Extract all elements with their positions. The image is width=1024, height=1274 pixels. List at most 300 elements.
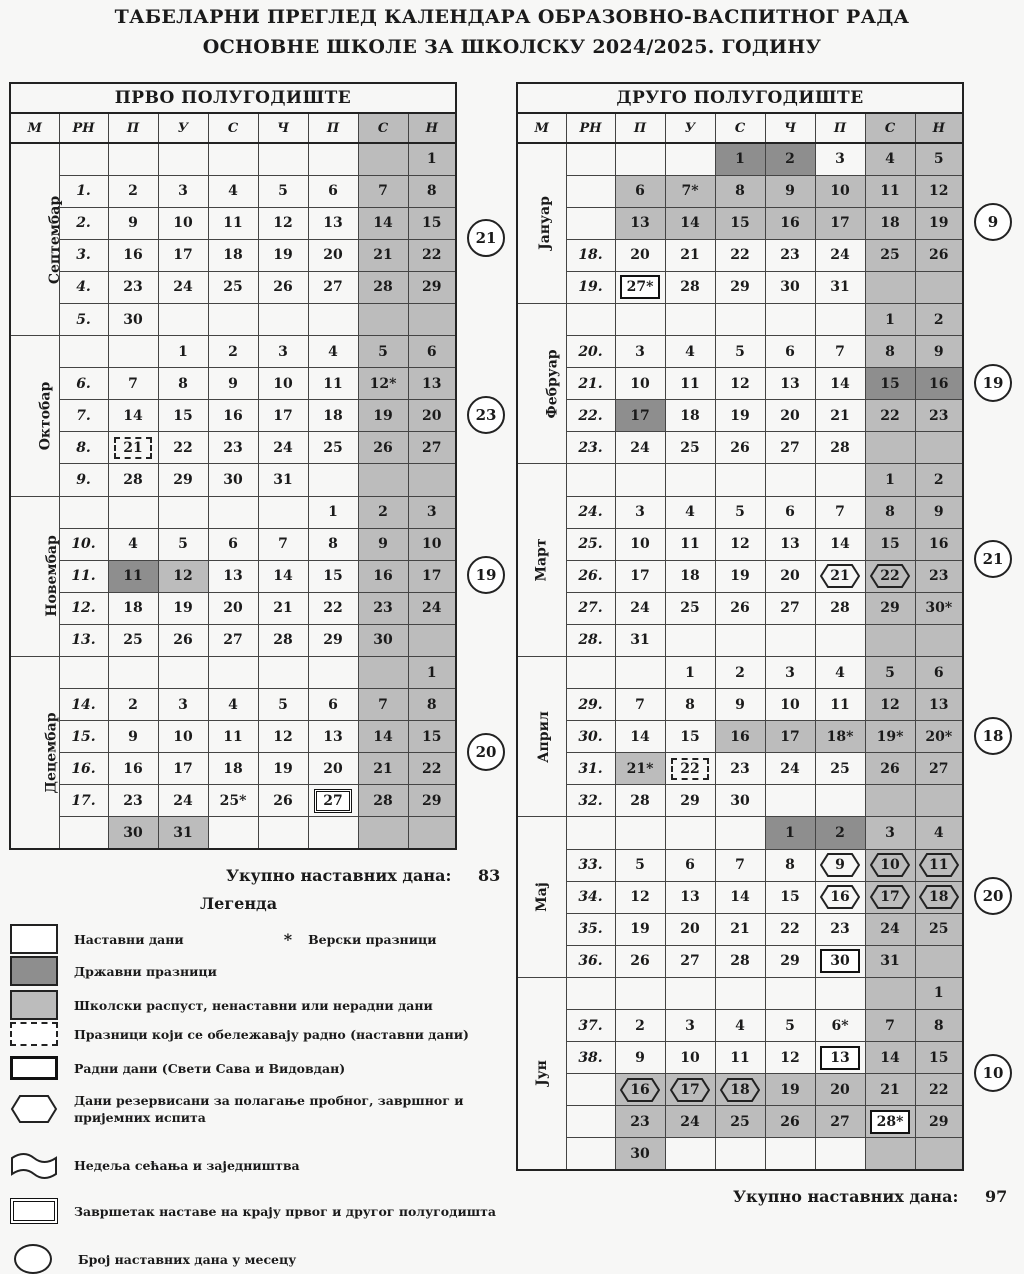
day-cell: 7* (665, 175, 715, 207)
week-number: 13. (59, 624, 108, 656)
week-number (59, 496, 108, 528)
week-row (10, 175, 456, 207)
week-number: 20. (566, 336, 615, 368)
column-header: С (358, 113, 408, 143)
day-cell (865, 1106, 915, 1138)
day-cell: 11 (715, 1042, 765, 1074)
day-cell: 5 (615, 849, 665, 881)
day-cell (665, 624, 715, 656)
day-cell (915, 271, 963, 303)
day-cell: 27 (208, 624, 258, 656)
day-cell: 9 (715, 689, 765, 721)
day-cell: 5 (258, 175, 308, 207)
day-cell: 22 (158, 432, 208, 464)
day-cell: 16 (108, 753, 158, 785)
legend-swatch-double (10, 1198, 58, 1224)
day-cell: 13 (915, 689, 963, 721)
legend-reserved-label-1: Дани резервисани за полагање пробног, завршног и (74, 1093, 464, 1108)
day-cell: 10 (615, 528, 665, 560)
day-cell: 17 (765, 721, 815, 753)
day-cell: 19 (615, 913, 665, 945)
day-cell: 23 (208, 432, 258, 464)
column-header: П (815, 113, 865, 143)
day-cell (208, 496, 258, 528)
week-number (566, 977, 615, 1009)
day-cell (815, 881, 865, 913)
legend-swatch-grey (10, 990, 58, 1020)
week-row (517, 785, 963, 817)
day-cell: 3 (158, 689, 208, 721)
day-cell: 9 (358, 528, 408, 560)
week-row (517, 1042, 963, 1074)
day-cell: 4 (715, 1010, 765, 1042)
day-cell (408, 624, 456, 656)
day-cell: 4 (865, 143, 915, 175)
day-cell: 14 (815, 368, 865, 400)
day-cell: 11 (208, 207, 258, 239)
day-cell: 25 (208, 271, 258, 303)
week-row (517, 271, 963, 303)
month-name (10, 336, 59, 496)
day-value: 21 (114, 437, 152, 459)
day-cell (715, 464, 765, 496)
week-number: 29. (566, 689, 615, 721)
day-cell: 12 (715, 368, 765, 400)
day-cell: 25 (815, 753, 865, 785)
day-cell: 21 (258, 592, 308, 624)
day-cell: 13 (208, 560, 258, 592)
day-cell: 1 (915, 977, 963, 1009)
day-cell: 12 (915, 175, 963, 207)
legend-end-of-term (10, 1198, 496, 1224)
day-cell (308, 817, 358, 849)
day-cell (715, 303, 765, 335)
day-cell: 21* (615, 753, 665, 785)
day-cell: 18 (665, 400, 715, 432)
legend-remembrance-label: Недеља сећања и заједништва (74, 1157, 300, 1173)
day-cell: 26 (715, 432, 765, 464)
week-row (10, 817, 456, 849)
day-cell: 16 (915, 528, 963, 560)
week-row (10, 400, 456, 432)
legend-remembrance (10, 1150, 300, 1180)
second-half-total-value: 97 (985, 1187, 1008, 1206)
day-value: 11 (929, 857, 949, 874)
day-cell (865, 977, 915, 1009)
day-cell: 1 (865, 303, 915, 335)
day-cell (308, 143, 358, 175)
day-cell: 2 (358, 496, 408, 528)
month-name (10, 143, 64, 336)
day-cell: 29 (865, 592, 915, 624)
day-cell: 26 (615, 945, 665, 977)
day-cell: 28 (258, 624, 308, 656)
week-number: 38. (566, 1042, 615, 1074)
day-value: 28* (870, 1110, 911, 1134)
day-cell: 12 (158, 560, 208, 592)
day-cell: 7 (258, 528, 308, 560)
week-number: 23. (566, 432, 615, 464)
day-cell (915, 945, 963, 977)
day-value: 27 (314, 789, 352, 813)
day-cell: 7 (358, 689, 408, 721)
day-cell: 15 (865, 528, 915, 560)
month-day-count: 21 (467, 219, 505, 257)
legend-asterisk: * (283, 929, 293, 949)
day-cell: 28 (815, 432, 865, 464)
day-cell: 28 (108, 464, 158, 496)
day-cell: 31 (258, 464, 308, 496)
day-value: 18 (730, 1081, 750, 1098)
day-cell (665, 1074, 715, 1106)
month-name-label: Октобар (37, 381, 54, 451)
day-cell: 17 (258, 400, 308, 432)
day-cell (158, 303, 208, 335)
day-cell: 9 (615, 1042, 665, 1074)
day-cell: 13 (308, 207, 358, 239)
legend-working-holidays-label: Празници који се обележавају радно (наставни дани) (74, 1026, 469, 1042)
day-cell: 19 (715, 560, 765, 592)
day-cell: 26 (358, 432, 408, 464)
week-row (517, 432, 963, 464)
day-value: 17 (880, 889, 900, 906)
column-header: С (208, 113, 258, 143)
day-cell: 9 (208, 368, 258, 400)
day-cell: 5 (158, 528, 208, 560)
week-row (517, 368, 963, 400)
day-cell: 22 (715, 239, 765, 271)
day-cell: 21 (815, 400, 865, 432)
day-cell: 8 (915, 1010, 963, 1042)
hexagon-icon (820, 885, 860, 909)
day-cell (915, 624, 963, 656)
week-number: 28. (566, 624, 615, 656)
day-cell (915, 432, 963, 464)
day-cell: 23 (915, 560, 963, 592)
day-cell: 23 (765, 239, 815, 271)
day-cell: 25 (108, 624, 158, 656)
week-number: 14. (59, 689, 108, 721)
hexagon-icon (870, 885, 910, 909)
day-cell: 29 (765, 945, 815, 977)
day-cell: 1 (408, 657, 456, 689)
first-half-total-value: 83 (478, 866, 501, 885)
week-row (517, 528, 963, 560)
week-row (10, 721, 456, 753)
day-cell: 19 (258, 753, 308, 785)
day-cell: 25 (715, 1106, 765, 1138)
second-half-calendar (516, 82, 964, 1171)
month-day-count: 19 (467, 556, 505, 594)
title-line-1: ТАБЕЛАРНИ ПРЕГЛЕД КАЛЕНДАРА ОБРАЗОВНО-ВАСПИТНОГ РАДА (114, 6, 910, 28)
day-cell: 29 (308, 624, 358, 656)
day-cell: 11 (865, 175, 915, 207)
day-cell: 10 (158, 721, 208, 753)
legend-religious-label: Верски празници (308, 931, 437, 947)
day-cell: 20 (308, 753, 358, 785)
day-cell: 11 (108, 560, 158, 592)
month-name-label: Децембар (43, 712, 60, 794)
day-cell: 13 (615, 207, 665, 239)
day-cell (208, 303, 258, 335)
legend-swatch-white (10, 924, 58, 954)
day-cell (408, 817, 456, 849)
day-cell: 8 (308, 528, 358, 560)
day-cell: 20 (208, 592, 258, 624)
day-cell: 7 (815, 336, 865, 368)
day-cell (308, 785, 358, 817)
month-name-label: Јун (533, 1060, 550, 1087)
week-row (10, 207, 456, 239)
day-cell: 14 (665, 207, 715, 239)
day-cell: 21 (358, 239, 408, 271)
day-cell (258, 496, 308, 528)
legend-teaching (10, 924, 436, 954)
week-row (10, 592, 456, 624)
week-number (59, 336, 108, 368)
day-cell: 9 (108, 721, 158, 753)
day-cell (308, 657, 358, 689)
week-row (517, 945, 963, 977)
week-number (566, 143, 615, 175)
day-cell (665, 977, 715, 1009)
day-cell: 15 (765, 881, 815, 913)
column-header: У (158, 113, 208, 143)
day-cell: 30 (208, 464, 258, 496)
day-cell (765, 464, 815, 496)
month-name (517, 657, 566, 817)
day-cell: 6 (915, 657, 963, 689)
legend-circle-icon (14, 1244, 52, 1274)
day-cell: 16 (765, 207, 815, 239)
day-cell: 20 (615, 239, 665, 271)
day-cell: 30 (108, 817, 158, 849)
day-cell (665, 817, 715, 849)
day-cell (865, 1138, 915, 1170)
second-half-total-label: Укупно наставних дана: (733, 1187, 959, 1206)
day-cell (665, 303, 715, 335)
day-cell: 3 (615, 496, 665, 528)
week-number: 19. (566, 271, 615, 303)
week-number: 10. (59, 528, 108, 560)
month-name (517, 143, 566, 303)
day-cell: 7 (108, 368, 158, 400)
day-cell (615, 464, 665, 496)
day-cell: 3 (815, 143, 865, 175)
day-cell: 5 (358, 336, 408, 368)
day-cell (615, 817, 665, 849)
hexagon-icon (919, 853, 959, 877)
week-number: 32. (566, 785, 615, 817)
day-cell: 5 (915, 143, 963, 175)
hexagon-icon (620, 1078, 660, 1102)
week-row (10, 560, 456, 592)
week-row (517, 624, 963, 656)
day-cell: 23 (715, 753, 765, 785)
day-value: 17 (680, 1081, 700, 1098)
day-cell: 28 (665, 271, 715, 303)
week-row (517, 464, 963, 496)
day-cell: 6 (408, 336, 456, 368)
day-cell: 6 (765, 496, 815, 528)
day-cell: 3 (615, 336, 665, 368)
month-day-count: 21 (974, 540, 1012, 578)
day-cell (715, 1074, 765, 1106)
day-cell: 24 (865, 913, 915, 945)
day-cell (258, 303, 308, 335)
day-cell: 25* (208, 785, 258, 817)
day-cell: 6 (665, 849, 715, 881)
day-value: 9 (835, 857, 845, 874)
day-cell: 24 (815, 239, 865, 271)
day-cell (308, 464, 358, 496)
day-cell (358, 464, 408, 496)
day-cell: 17 (815, 207, 865, 239)
hexagon-icon (670, 1078, 710, 1102)
day-cell (815, 560, 865, 592)
week-number (566, 1074, 615, 1106)
day-cell: 15 (865, 368, 915, 400)
day-cell: 19 (158, 592, 208, 624)
day-cell: 19 (358, 400, 408, 432)
legend-swatch-bold (10, 1056, 58, 1080)
month-day-count: 10 (974, 1054, 1012, 1092)
week-number: 27. (566, 592, 615, 624)
day-cell (765, 977, 815, 1009)
day-cell: 29 (408, 271, 456, 303)
day-cell: 3 (765, 657, 815, 689)
legend-state (10, 956, 217, 986)
day-cell: 13 (665, 881, 715, 913)
day-cell: 6 (208, 528, 258, 560)
day-cell: 1 (158, 336, 208, 368)
hexagon-icon (870, 564, 910, 588)
day-cell: 24 (158, 271, 208, 303)
day-cell: 26 (765, 1106, 815, 1138)
month-day-count: 20 (467, 733, 505, 771)
week-row (517, 1106, 963, 1138)
day-cell: 22 (865, 400, 915, 432)
day-cell: 9 (108, 207, 158, 239)
day-cell: 10 (665, 1042, 715, 1074)
day-cell: 22 (915, 1074, 963, 1106)
day-cell: 14 (715, 881, 765, 913)
month-name-label: Април (535, 710, 552, 763)
day-cell: 12 (258, 207, 308, 239)
legend-hexagon-icon (10, 1094, 58, 1124)
day-cell (815, 1042, 865, 1074)
day-cell: 10 (258, 368, 308, 400)
week-number: 4. (59, 271, 108, 303)
day-cell: 22 (308, 592, 358, 624)
week-row (10, 657, 456, 689)
day-cell (865, 881, 915, 913)
week-row (10, 624, 456, 656)
day-cell: 4 (665, 336, 715, 368)
day-cell: 23 (915, 400, 963, 432)
month-name (10, 496, 59, 656)
day-cell: 24 (615, 592, 665, 624)
week-number: 21. (566, 368, 615, 400)
week-row (517, 592, 963, 624)
day-cell: 26 (258, 271, 308, 303)
week-row (10, 336, 456, 368)
week-row (517, 1074, 963, 1106)
day-cell: 17 (615, 400, 665, 432)
week-row (517, 560, 963, 592)
week-row (517, 1010, 963, 1042)
day-value: 10 (880, 857, 900, 874)
week-row (517, 496, 963, 528)
day-cell (815, 849, 865, 881)
day-cell: 1 (408, 143, 456, 175)
day-cell: 28 (358, 271, 408, 303)
column-header: П (108, 113, 158, 143)
month-name-label: Септембар (47, 195, 64, 284)
week-row (10, 528, 456, 560)
legend-days-count (10, 1244, 296, 1274)
day-cell: 27 (308, 271, 358, 303)
week-row (517, 1138, 963, 1170)
day-cell: 4 (208, 689, 258, 721)
hexagon-icon (870, 853, 910, 877)
week-number (566, 1138, 615, 1170)
day-cell: 24 (665, 1106, 715, 1138)
day-cell (665, 143, 715, 175)
legend-working-days-label: Радни дани (Свети Сава и Видовдан) (74, 1060, 346, 1076)
day-cell: 6 (615, 175, 665, 207)
day-cell: 10 (765, 689, 815, 721)
day-cell: 23 (615, 1106, 665, 1138)
legend-wave-icon (10, 1150, 58, 1180)
legend-working-days (10, 1056, 345, 1080)
week-number: 30. (566, 721, 615, 753)
day-cell (258, 657, 308, 689)
month-name-label: Новембар (43, 535, 60, 618)
day-value: 27* (620, 275, 661, 299)
day-cell: 23 (108, 785, 158, 817)
week-row (10, 785, 456, 817)
week-number (566, 657, 615, 689)
day-cell: 16 (108, 239, 158, 271)
week-row (517, 143, 963, 175)
day-cell (815, 624, 865, 656)
day-cell: 7 (865, 1010, 915, 1042)
hexagon-icon (820, 853, 860, 877)
day-cell: 12 (258, 721, 308, 753)
day-cell: 27 (765, 432, 815, 464)
day-cell: 14 (358, 721, 408, 753)
day-cell: 8 (715, 175, 765, 207)
week-row (10, 303, 456, 335)
week-number: 35. (566, 913, 615, 945)
column-header: РН (566, 113, 615, 143)
day-cell (158, 143, 208, 175)
day-cell: 18 (308, 400, 358, 432)
day-cell (915, 881, 963, 913)
day-cell (108, 432, 158, 464)
day-cell (815, 464, 865, 496)
week-number (566, 207, 615, 239)
day-cell: 8 (158, 368, 208, 400)
day-cell: 8 (408, 689, 456, 721)
legend-title: Легенда (200, 894, 278, 913)
week-number: 34. (566, 881, 615, 913)
week-number (566, 817, 615, 849)
day-cell: 16 (358, 560, 408, 592)
day-cell: 7 (715, 849, 765, 881)
week-number: 2. (59, 207, 108, 239)
